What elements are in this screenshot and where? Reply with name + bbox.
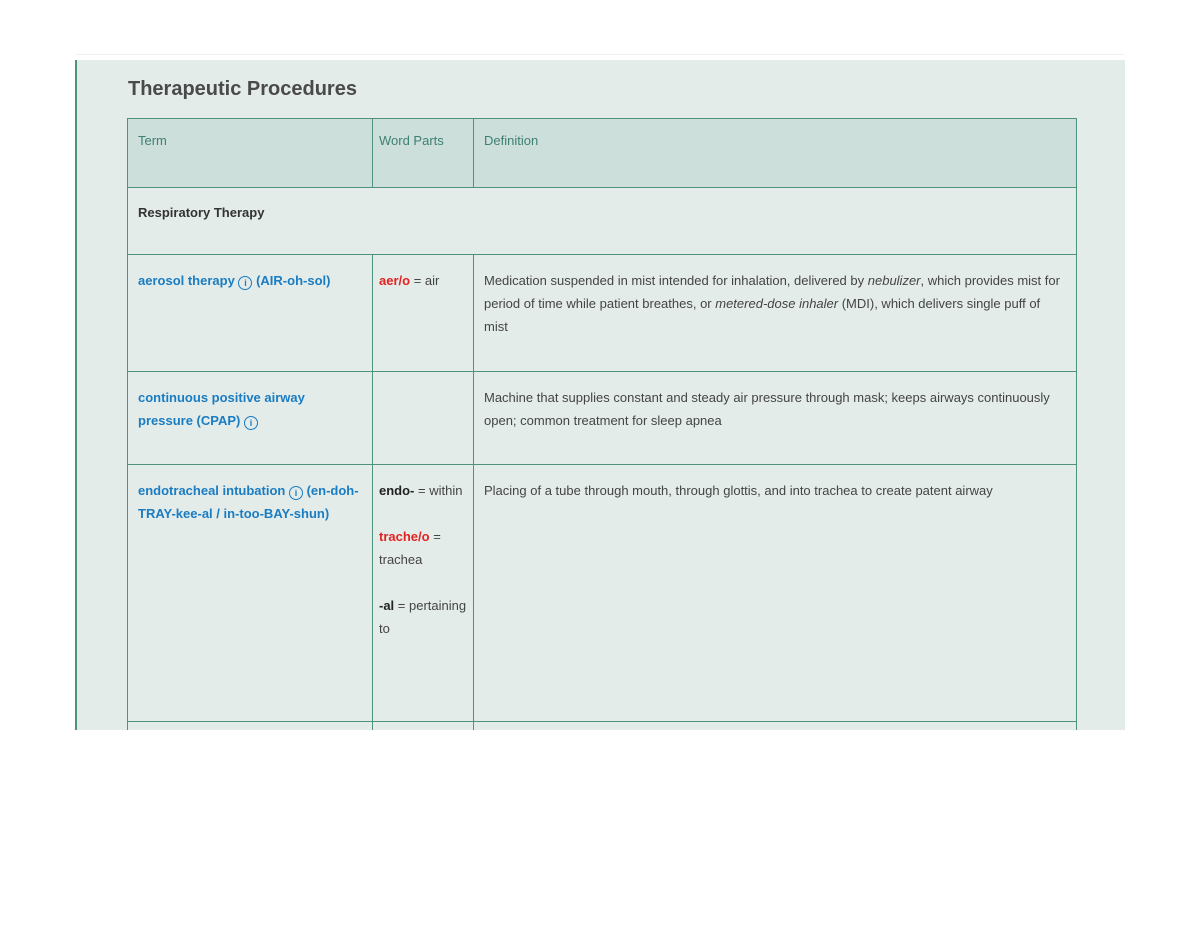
- definition-text: (MDI), which delivers single puff of mist: [484, 296, 1041, 334]
- audio-pronunciation-icon[interactable]: i: [244, 416, 258, 430]
- word-part-meaning: = pertaining to: [379, 598, 467, 636]
- word-part-block: [379, 594, 469, 640]
- word-part: aer/o: [379, 273, 411, 288]
- header-word-parts: Word Parts: [373, 119, 474, 188]
- term-link[interactable]: endotracheal intubation: [138, 483, 286, 498]
- table-row: [128, 465, 1077, 722]
- word-part-block: [379, 479, 469, 502]
- word-part-meaning: = air: [410, 273, 440, 288]
- section-title: Therapeutic Procedures: [128, 78, 357, 100]
- section-row: [128, 188, 1077, 255]
- header-term: Term: [128, 119, 373, 188]
- table-row: [128, 372, 1077, 465]
- definition-emphasis: nebulizer: [867, 273, 921, 288]
- content-panel: [75, 60, 1125, 730]
- term-link[interactable]: continuous positive airway pressure (CPAP): [138, 390, 305, 428]
- top-divider: [75, 54, 1125, 55]
- word-part: endo-: [379, 483, 415, 498]
- terms-table: [127, 118, 1077, 730]
- word-parts-cell: [373, 372, 474, 465]
- word-part: trache/o: [379, 529, 430, 544]
- table-header-row: [128, 119, 1077, 188]
- term-link[interactable]: aerosol therapy: [138, 273, 235, 288]
- definition-text: , which provides mist for period of time while patient breathes, or: [484, 273, 1060, 311]
- term-pronunciation: (AIR-oh-sol): [256, 273, 331, 288]
- word-part-block: [379, 525, 469, 571]
- word-parts-cell: [373, 255, 474, 372]
- word-parts-cell: [373, 722, 474, 731]
- word-part-meaning: = trachea: [379, 529, 441, 567]
- word-part: -al: [379, 598, 395, 613]
- audio-pronunciation-icon[interactable]: i: [238, 276, 252, 290]
- term-cell: [128, 465, 373, 722]
- word-parts-cell: [373, 465, 474, 722]
- term-cell: [128, 722, 373, 731]
- definition-emphasis: metered-dose inhaler: [715, 296, 839, 311]
- section-label: Respiratory Therapy: [128, 188, 1077, 255]
- term-cell: [128, 372, 373, 465]
- term-pronunciation: (en-doh-TRAY-kee-al / in-too-BAY-shun): [138, 483, 359, 521]
- audio-pronunciation-icon[interactable]: i: [289, 486, 303, 500]
- definition-cell: Machine that supplies constant and steady air pressure through mask; keeps airways continuously open; common treatment for sleep apnea: [474, 372, 1077, 465]
- term-cell: [128, 255, 373, 372]
- definition-cell: [474, 255, 1077, 372]
- definition-text: Medication suspended in mist intended for inhalation, delivered by: [484, 273, 868, 288]
- table-row: [128, 255, 1077, 372]
- definition-cell: Placing of a tube through mouth, through glottis, and into trachea to create patent airway: [474, 465, 1077, 722]
- header-definition: Definition: [474, 119, 1077, 188]
- word-part-meaning: = within: [414, 483, 463, 498]
- definition-cell: [474, 722, 1077, 731]
- table-row: [128, 722, 1077, 731]
